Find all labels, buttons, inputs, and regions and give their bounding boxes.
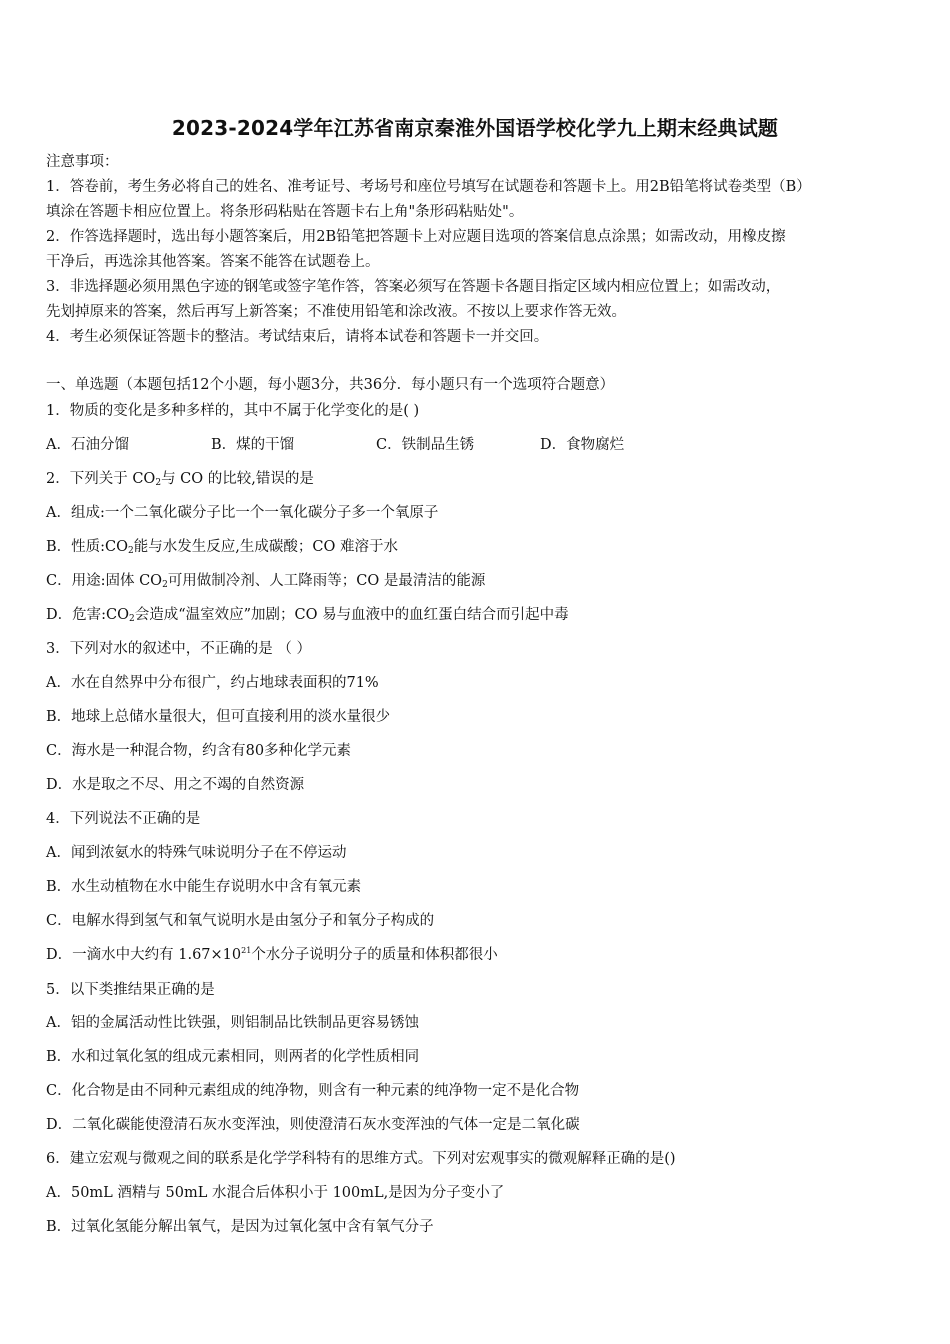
page-title: 2023-2024学年江苏省南京秦淮外国语学校化学九上期末经典试题 (171, 116, 779, 140)
question-5-option-c: C．化合物是由不同种元素组成的纯净物，则含有一种元素的纯净物一定不是化合物 (46, 1083, 580, 1099)
question-4-option-c: C．电解水得到氢气和氧气说明水是由氢分子和氧分子构成的 (46, 913, 435, 929)
question-2-stem: 2．下列关于 $CO_2$与 CO 的比较,错误的是 (46, 471, 314, 488)
question-1-option-a: A．石油分馏 (46, 437, 129, 453)
question-5-stem: 5．以下类推结果正确的是 (46, 982, 215, 998)
notes-line: 1．答卷前，考生务必将自己的姓名、准考证号、考场号和座位号填写在试题卷和答题卡上。用2B铅笔将试卷类型（B） (46, 179, 811, 195)
question-2-option-a: A．组成:一个二氧化碳分子比一个一氧化碳分子多一个氧原子 (46, 505, 439, 521)
question-1-option-c: C．铁制品生锈 (376, 437, 475, 453)
question-3-option-c: C．海水是一种混合物，约含有80多种化学元素 (46, 743, 352, 759)
question-1-option-b: B．煤的干馏 (211, 437, 295, 453)
notes-line: 填涂在答题卡相应位置上。将条形码粘贴在答题卡右上角"条形码粘贴处"。 (46, 204, 524, 220)
question-2-option-d: D．危害$:CO_2$会造成“温室效应”加剧；CO 易与血液中的血红蛋白结合而引起中毒 (46, 607, 569, 624)
question-4-option-b: B．水生动植物在水中能生存说明水中含有氧元素 (46, 879, 362, 895)
question-3-option-d: D．水是取之不尽、用之不竭的自然资源 (46, 777, 305, 793)
question-3-option-b: B．地球上总储水量很大，但可直接利用的淡水量很少 (46, 709, 391, 725)
question-1-option-d: D．食物腐烂 (540, 437, 625, 453)
notes-line: 先划掉原来的答案，然后再写上新答案；不准使用铅笔和涂改液。不按以上要求作答无效。 (46, 304, 626, 320)
question-4-option-a: A．闻到浓氨水的特殊气味说明分子在不停运动 (46, 845, 347, 861)
section-heading: 一、单选题（本题包括12个小题，每小题3分，共36分．每小题只有一个选项符合题意） (46, 377, 615, 393)
question-6-option-b: B．过氧化氢能分解出氧气，是因为过氧化氢中含有氧气分子 (46, 1219, 434, 1235)
question-6-stem: 6．建立宏观与微观之间的联系是化学学科特有的思维方式。下列对宏观事实的微观解释正确的是() (46, 1151, 676, 1167)
question-1-stem: 1．物质的变化是多种多样的，其中不属于化学变化的是( ) (46, 403, 420, 419)
question-4-option-d: D．一滴水中大约有 $1.67\times 10^{21}$个水分子说明分子的质量和体积都很小 (46, 946, 498, 963)
question-3-option-a: A．水在自然界中分布很广，约占地球表面积的71% (46, 675, 379, 691)
notes-heading: 注意事项： (46, 154, 119, 170)
question-5-option-b: B．水和过氧化氢的组成元素相同，则两者的化学性质相同 (46, 1049, 420, 1065)
question-4-stem: 4．下列说法不正确的是 (46, 811, 201, 827)
notes-line: 干净后，再选涂其他答案。答案不能答在试题卷上。 (46, 254, 380, 270)
question-2-option-b: B．性质$:CO_2$能与水发生反应,生成碳酸；CO 难溶于水 (46, 539, 398, 556)
question-5-option-a: A．铝的金属活动性比铁强，则铝制品比铁制品更容易锈蚀 (46, 1015, 419, 1031)
notes-line: 4．考生必须保证答题卡的整洁。考试结束后，请将本试卷和答题卡一并交回。 (46, 329, 549, 345)
question-6-option-a: A．50mL 酒精与 50mL 水混合后体积小于 100mL,是因为分子变小了 (46, 1185, 505, 1201)
question-5-option-d: D．二氧化碳能使澄清石灰水变浑浊，则使澄清石灰水变浑浊的气体一定是二氧化碳 (46, 1117, 580, 1133)
notes-line: 3．非选择题必须用黑色字迹的钢笔或签字笔作答，答案必须写在答题卡各题目指定区域内相应位置上；如需改动， (46, 279, 781, 295)
question-3-stem: 3．下列对水的叙述中，不正确的是 （ ） (46, 641, 311, 657)
question-2-option-c: C．用途:固体 $CO_2$可用做制冷剂、人工降雨等；CO 是最清洁的能源 (46, 573, 486, 590)
notes-line: 2．作答选择题时，选出每小题答案后，用2B铅笔把答题卡上对应题目选项的答案信息点涂黑；如需改动，用橡皮擦 (46, 229, 786, 245)
